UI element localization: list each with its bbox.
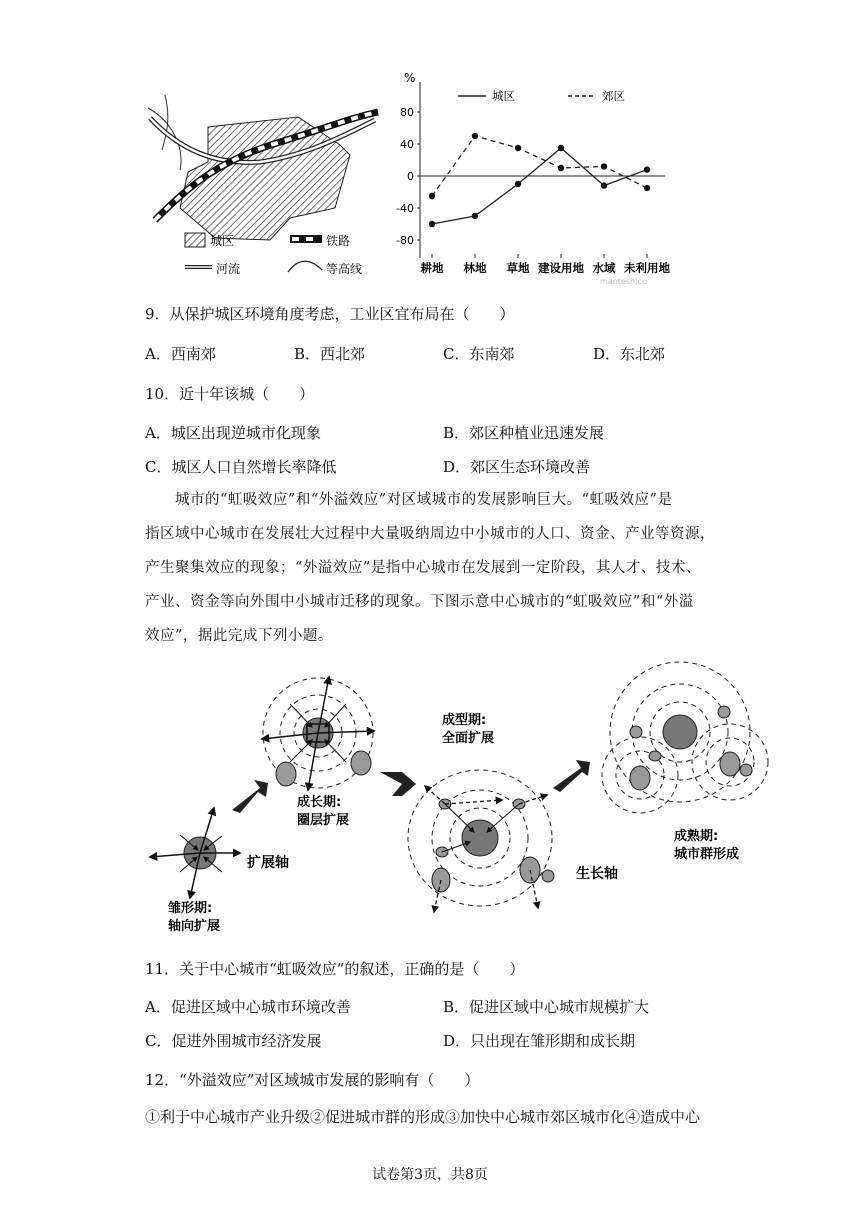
q10-option-d[interactable]: D．郊区生态环境改善 — [443, 458, 591, 476]
q9-option-d[interactable]: D．东北郊 — [593, 345, 666, 363]
data-point — [601, 182, 607, 188]
stage3-figure — [408, 712, 618, 912]
legend-label: 郊区 — [602, 89, 625, 103]
contour-line — [162, 95, 168, 150]
chart-unit-label: % — [404, 71, 416, 85]
stage2-title: 成长期: — [297, 795, 342, 810]
x-tick-label: 建设用地 — [538, 261, 584, 275]
passage-line: 产生聚集效应的现象；“外溢效应”是指中心城市在发展到一定阶段，其人才、技术、 — [145, 560, 701, 576]
data-point — [472, 213, 478, 219]
passage-line: 产业、资金等向外围中小城市迁移的现象。下图示意中心城市的“虹吸效应”和“外溢 — [145, 594, 694, 610]
land-use-change-chart — [390, 66, 680, 288]
data-point — [644, 185, 650, 191]
q11-option-a[interactable]: A．促进区域中心城市环境改善 — [145, 998, 351, 1016]
x-tick-label: 水域 — [592, 261, 616, 275]
y-tick-label: 80 — [400, 106, 414, 119]
question-12-statements: ①利于中心城市产业升级②促进城市群的形成③加快中心城市郊区城市化④造成中心 — [145, 1108, 701, 1126]
question-10-stem: 10．近十年该城（ ） — [145, 385, 315, 403]
x-tick-label: 未利用地 — [624, 261, 670, 275]
data-point — [558, 145, 564, 151]
y-tick-label: -40 — [396, 202, 414, 215]
q9-option-a[interactable]: A．西南郊 — [145, 345, 216, 363]
stage3-title: 成型期: — [442, 713, 487, 728]
q9-option-b[interactable]: B．西北郊 — [294, 345, 366, 363]
question-9-stem: 9．从保护城区环境角度考虑，工业区宜布局在（ ） — [145, 305, 515, 323]
legend-label: 城区 — [492, 89, 515, 103]
y-tick-label: 40 — [400, 138, 414, 151]
stage1-subtitle: 轴向扩展 — [168, 919, 221, 934]
city-map — [140, 90, 380, 285]
data-point — [515, 181, 521, 187]
data-point — [601, 163, 607, 169]
legend-railway-label: 铁路 — [326, 234, 351, 248]
data-point — [558, 165, 564, 171]
stage4-figure — [602, 662, 768, 862]
q9-option-c[interactable]: C．东南郊 — [443, 345, 515, 363]
stage2-figure — [262, 677, 374, 828]
data-point — [644, 166, 650, 172]
growth-axis-label: 生长轴 — [576, 866, 618, 882]
question-12-stem: 12．“外溢效应”对区域城市发展的影响有（ ） — [145, 1071, 480, 1089]
reading-passage — [145, 483, 725, 653]
stage2-subtitle: 圈层扩展 — [297, 813, 350, 828]
chart-legend — [458, 89, 625, 103]
x-tick-label: 林地 — [463, 261, 487, 275]
q11-option-d[interactable]: D．只出现在雏形期和成长期 — [443, 1032, 636, 1050]
data-point — [429, 221, 435, 227]
page-footer: 试卷第3页，共8页 — [372, 1167, 488, 1183]
data-point — [515, 145, 521, 151]
stage-arrow — [380, 772, 416, 796]
series-line-urban — [432, 148, 647, 224]
question-11-stem: 11．关于中心城市“虹吸效应”的叙述，正确的是（ ） — [145, 960, 525, 978]
x-tick-label: 耕地 — [420, 261, 444, 275]
x-tick-label: 草地 — [506, 261, 530, 275]
q10-option-b[interactable]: B．郊区种植业迅速发展 — [443, 424, 605, 442]
legend-urban-label: 城区 — [210, 234, 235, 248]
watermark: mantesh.co — [600, 277, 647, 286]
stage4-subtitle: 城市群形成 — [674, 847, 740, 862]
stage1-figure — [150, 808, 289, 934]
data-point — [429, 193, 435, 199]
legend-river-label: 河流 — [216, 262, 241, 276]
q10-option-c[interactable]: C．城区人口自然增长率降低 — [145, 458, 337, 476]
stage4-title: 成熟期: — [674, 829, 719, 844]
stage-arrow — [232, 780, 268, 813]
q10-option-a[interactable]: A．城区出现逆城市化现象 — [145, 424, 321, 442]
passage-line: 效应”，据此完成下列小题。 — [145, 628, 333, 644]
data-point — [472, 133, 478, 139]
expansion-axis-label: 扩展轴 — [247, 855, 289, 871]
stage-arrow — [553, 760, 590, 792]
q11-option-b[interactable]: B．促进区域中心城市规模扩大 — [443, 998, 650, 1016]
y-tick-label: -80 — [396, 234, 414, 247]
q11-option-c[interactable]: C．促进外围城市经济发展 — [145, 1032, 322, 1050]
stage3-subtitle: 全面扩展 — [442, 731, 495, 746]
legend-contour-label: 等高线 — [326, 262, 363, 276]
legend-urban-swatch — [185, 233, 205, 247]
passage-line: 城市的“虹吸效应”和“外溢效应”对区域城市的发展影响巨大。“虹吸效应”是 — [175, 492, 673, 508]
stage1-title: 雏形期: — [168, 901, 213, 916]
urban-expansion-diagram — [140, 660, 780, 945]
passage-line: 指区域中心城市在发展壮大过程中大量吸纳周边中小城市的人口、资金、产业等资源， — [145, 526, 715, 542]
y-tick-label: 0 — [407, 170, 414, 183]
